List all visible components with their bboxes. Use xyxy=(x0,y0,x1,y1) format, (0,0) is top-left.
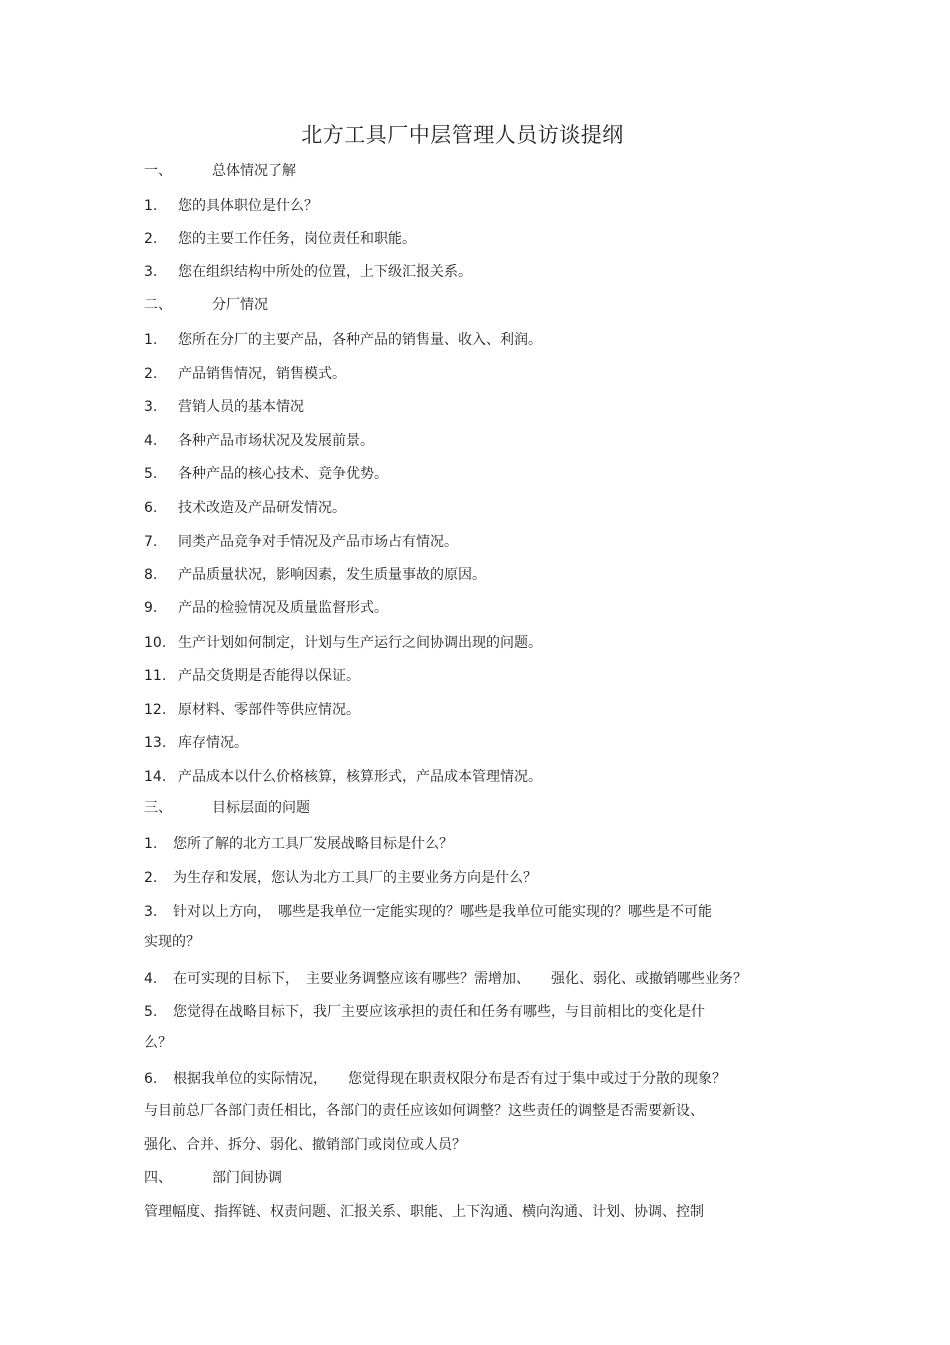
item-number: 13. xyxy=(144,735,167,751)
item-number: 2. xyxy=(144,870,158,886)
section-heading xyxy=(144,295,268,315)
item-text: 产品销售情况，销售模式。 xyxy=(178,366,346,382)
item-number: 3. xyxy=(144,399,158,415)
list-item xyxy=(144,397,304,417)
item-text: 各种产品的核心技术、竞争优势。 xyxy=(178,466,388,482)
item-number: 4. xyxy=(144,433,158,449)
list-item xyxy=(144,902,712,922)
item-text-continuation: 与目前总厂各部门责任相比，各部门的责任应该如何调整？这些责任的调整是否需要新设、 xyxy=(144,1103,704,1119)
item-number: 14. xyxy=(144,769,167,785)
section-heading xyxy=(144,1168,282,1188)
item-number: 2. xyxy=(144,366,158,382)
list-item xyxy=(144,364,346,384)
item-text: 同类产品竞争对手情况及产品市场占有情况。 xyxy=(178,534,458,550)
item-number: 5. xyxy=(144,1004,158,1020)
item-text: 您所了解的北方工具厂发展战略目标是什么？ xyxy=(173,836,453,852)
item-number: 9. xyxy=(144,600,158,616)
section-heading xyxy=(144,798,310,818)
item-number: 3. xyxy=(144,904,158,920)
item-number: 12. xyxy=(144,702,167,718)
section-title: 总体情况了解 xyxy=(212,163,296,179)
list-item xyxy=(144,565,486,585)
item-text: 针对以上方向， 哪些是我单位一定能实现的？哪些是我单位可能实现的？哪些是不可能 xyxy=(173,904,712,920)
item-text: 原材料、零部件等供应情况。 xyxy=(178,702,360,718)
item-number: 7. xyxy=(144,534,158,550)
item-number: 1. xyxy=(144,836,158,852)
item-text: 根据我单位的实际情况， 您觉得现在职责权限分布是否有过于集中或过于分散的现象？ xyxy=(173,1071,726,1087)
item-number: 5. xyxy=(144,466,158,482)
section-number: 三、 xyxy=(144,800,172,816)
section-heading xyxy=(144,161,296,181)
item-number: 2. xyxy=(144,231,158,247)
item-text: 在可实现的目标下， 主要业务调整应该有哪些？需增加、 强化、弱化、或撤销哪些业务？ xyxy=(173,971,747,987)
list-item xyxy=(144,431,374,451)
list-item xyxy=(144,498,346,518)
item-number: 1. xyxy=(144,198,158,214)
item-text: 产品质量状况，影响因素，发生质量事故的原因。 xyxy=(178,567,486,583)
list-item xyxy=(144,666,360,686)
list-item xyxy=(144,733,248,753)
item-number: 6. xyxy=(144,500,158,516)
item-text: 您的具体职位是什么？ xyxy=(178,198,318,214)
list-item xyxy=(144,633,542,653)
section-title: 部门间协调 xyxy=(212,1170,282,1186)
section-number: 四、 xyxy=(144,1170,172,1186)
item-number: 1. xyxy=(144,332,158,348)
item-text: 产品的检验情况及质量监督形式。 xyxy=(178,600,388,616)
list-item xyxy=(144,330,542,350)
item-text: 您的主要工作任务，岗位责任和职能。 xyxy=(178,231,416,247)
item-text-continuation: 强化、合并、拆分、弱化、撤销部门或岗位或人员？ xyxy=(144,1137,466,1153)
list-item xyxy=(144,834,453,854)
list-item xyxy=(144,700,360,720)
item-text: 您觉得在战略目标下，我厂主要应该承担的责任和任务有哪些，与目前相比的变化是什 xyxy=(173,1004,705,1020)
item-number: 10. xyxy=(144,635,167,651)
item-text: 营销人员的基本情况 xyxy=(178,399,304,415)
item-number: 4. xyxy=(144,971,158,987)
section-title: 分厂情况 xyxy=(212,297,268,313)
list-item xyxy=(144,262,472,282)
section-number: 二、 xyxy=(144,297,172,313)
list-item xyxy=(144,1069,726,1089)
list-item xyxy=(144,969,747,989)
section-paragraph: 管理幅度、指挥链、权责问题、汇报关系、职能、上下沟通、横向沟通、计划、协调、控制 xyxy=(144,1204,704,1220)
item-text: 产品成本以什么价格核算，核算形式，产品成本管理情况。 xyxy=(178,769,542,785)
item-text-continuation: 实现的？ xyxy=(144,934,200,950)
item-text-continuation: 么？ xyxy=(144,1035,172,1051)
item-text: 库存情况。 xyxy=(178,735,248,751)
item-text: 技术改造及产品研发情况。 xyxy=(178,500,346,516)
document-title: 北方工具厂中层管理人员访谈提纲 xyxy=(301,123,624,147)
list-item xyxy=(144,598,388,618)
list-item xyxy=(144,767,542,787)
item-text: 您在组织结构中所处的位置，上下级汇报关系。 xyxy=(178,264,472,280)
list-item xyxy=(144,868,537,888)
section-number: 一、 xyxy=(144,163,172,179)
section-title: 目标层面的问题 xyxy=(212,800,310,816)
list-item xyxy=(144,196,318,216)
list-item xyxy=(144,532,458,552)
list-item xyxy=(144,464,388,484)
item-text: 您所在分厂的主要产品，各种产品的销售量、收入、利润。 xyxy=(178,332,542,348)
list-item xyxy=(144,1002,705,1022)
item-text: 各种产品市场状况及发展前景。 xyxy=(178,433,374,449)
item-text: 生产计划如何制定，计划与生产运行之间协调出现的问题。 xyxy=(178,635,542,651)
item-number: 11. xyxy=(144,668,167,684)
list-item xyxy=(144,229,416,249)
item-number: 3. xyxy=(144,264,158,280)
item-number: 6. xyxy=(144,1071,158,1087)
item-number: 8. xyxy=(144,567,158,583)
item-text: 为生存和发展，您认为北方工具厂的主要业务方向是什么？ xyxy=(173,870,537,886)
item-text: 产品交货期是否能得以保证。 xyxy=(178,668,360,684)
